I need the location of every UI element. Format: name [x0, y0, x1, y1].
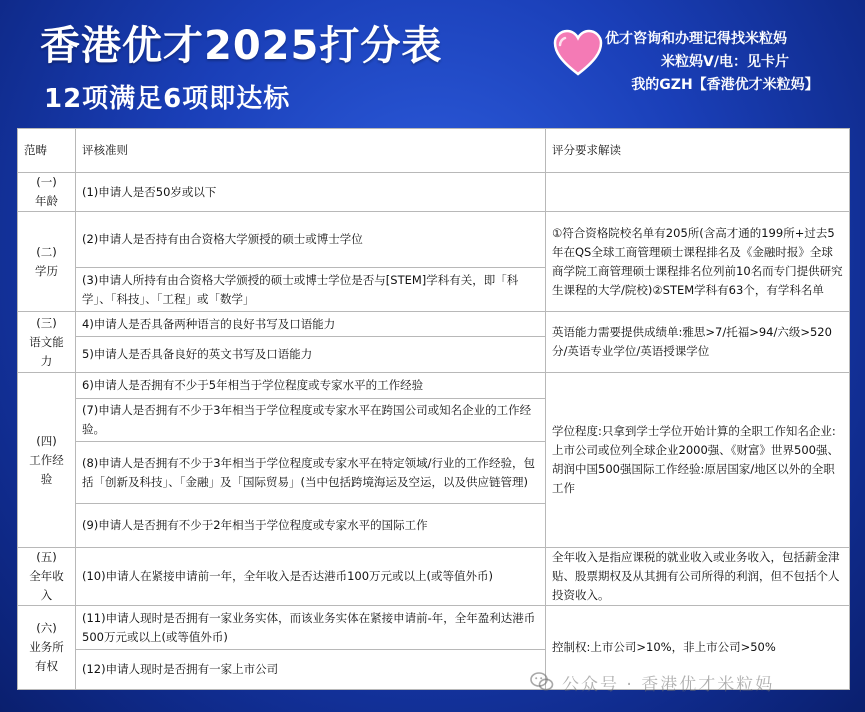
- table-row: [18, 373, 850, 399]
- note-cell: 英语能力需要提供成绩单:雅思>7/托福>94/六级>520分/英语专业学位/英语授课学位: [546, 312, 850, 373]
- category-work-experience: (四) 工作经 验: [18, 373, 76, 548]
- category-business-ownership: (六) 业务所 有权: [18, 606, 76, 690]
- criterion-cell: 4)申请人是否具备两种语言的良好书写及口语能力: [76, 312, 546, 337]
- criterion-cell: (7)申请人是否拥有不少于3年相当于学位程度或专家水平在跨国公司或知名企业的工作经验。: [76, 399, 546, 442]
- promo-line: 米粒妈V/电：见卡片: [661, 54, 789, 70]
- criterion-cell: (10)申请人在紧接申请前一年，全年收入是否达港币100万元或以上(或等值外币): [76, 548, 546, 606]
- criterion-cell: (3)申请人所持有由合资格大学颁授的硕士或博士学位是否与[STEM]学科有关，即「科学」、「科技」、「工程」或「数学」: [76, 268, 546, 312]
- column-header: 评核准则: [76, 129, 546, 173]
- note-cell: 全年收入是指应课税的就业收入或业务收入，包括薪金津贴、股票期权及从其拥有公司所得的利润，但不包括个人投资收入。: [546, 548, 850, 606]
- criterion-cell: 5)申请人是否具备良好的英文书写及口语能力: [76, 337, 546, 373]
- note-cell: ①符合资格院校名单有205所(含高才通的199所+过去5年在QS全球工商管理硕士课程排名及《金融时报》全球商学院工商管理硕士课程排名位列前10名而专门提供研究生课程的大学/院校)②STEM学科有63个，有学科名单: [546, 212, 850, 312]
- wechat-icon: [530, 671, 554, 693]
- table-header-row: [18, 129, 850, 173]
- category-income: (五) 全年收 入: [18, 548, 76, 606]
- table-row: [18, 212, 850, 268]
- heart-icon: [553, 28, 603, 78]
- watermark-text: 公众号 · 香港优才米粒妈: [562, 674, 775, 695]
- category-age: (一) 年龄: [18, 173, 76, 212]
- note-cell: 控制权:上市公司>10%，非上市公司>50%: [546, 606, 850, 690]
- criterion-cell: (2)申请人是否持有由合资格大学颁授的硕士或博士学位: [76, 212, 546, 268]
- promo-text: [605, 28, 845, 97]
- table-row: [18, 312, 850, 337]
- note-cell: 学位程度:只拿到学士学位开始计算的全职工作知名企业:上市公司或位列全球企业2000强、《财富》世界500强、胡润中国500强国际工作经验:原居国家/地区以外的全职工作: [546, 373, 850, 548]
- page-title: 香港优才2025打分表: [40, 23, 443, 69]
- scoring-table: [17, 128, 850, 690]
- table-row: [18, 548, 850, 606]
- criterion-cell: (9)申请人是否拥有不少于2年相当于学位程度或专家水平的国际工作: [76, 504, 546, 548]
- column-header: 评分要求解读: [546, 129, 850, 173]
- criterion-cell: 6)申请人是否拥有不少于5年相当于学位程度或专家水平的工作经验: [76, 373, 546, 399]
- page-subtitle: 12项满足6项即达标: [44, 84, 291, 114]
- criterion-cell: (12)申请人现时是否拥有一家上市公司: [76, 650, 546, 690]
- table-row: [18, 606, 850, 650]
- promo-line: 我的GZH【香港优才米粒妈】: [631, 77, 819, 93]
- criterion-cell: (8)申请人是否拥有不少于3年相当于学位程度或专家水平在特定领域/行业的工作经验，包括「创新及科技」、「金融」及「国际贸易」(当中包括跨境海运及空运，以及供应链管理): [76, 442, 546, 504]
- watermark: [530, 664, 848, 700]
- criterion-cell: (11)申请人现时是否拥有一家业务实体，而该业务实体在紧接申请前-年，全年盈利达港币500万元或以上(或等值外币): [76, 606, 546, 650]
- criterion-cell: (1)申请人是否50岁或以下: [76, 173, 546, 212]
- category-language: (三) 语文能 力: [18, 312, 76, 373]
- note-cell: [546, 173, 850, 212]
- promo-line: 优才咨询和办理记得找米粒妈: [605, 31, 787, 47]
- column-header: 范畴: [18, 129, 76, 173]
- table-row: [18, 173, 850, 212]
- category-education: (二) 学历: [18, 212, 76, 312]
